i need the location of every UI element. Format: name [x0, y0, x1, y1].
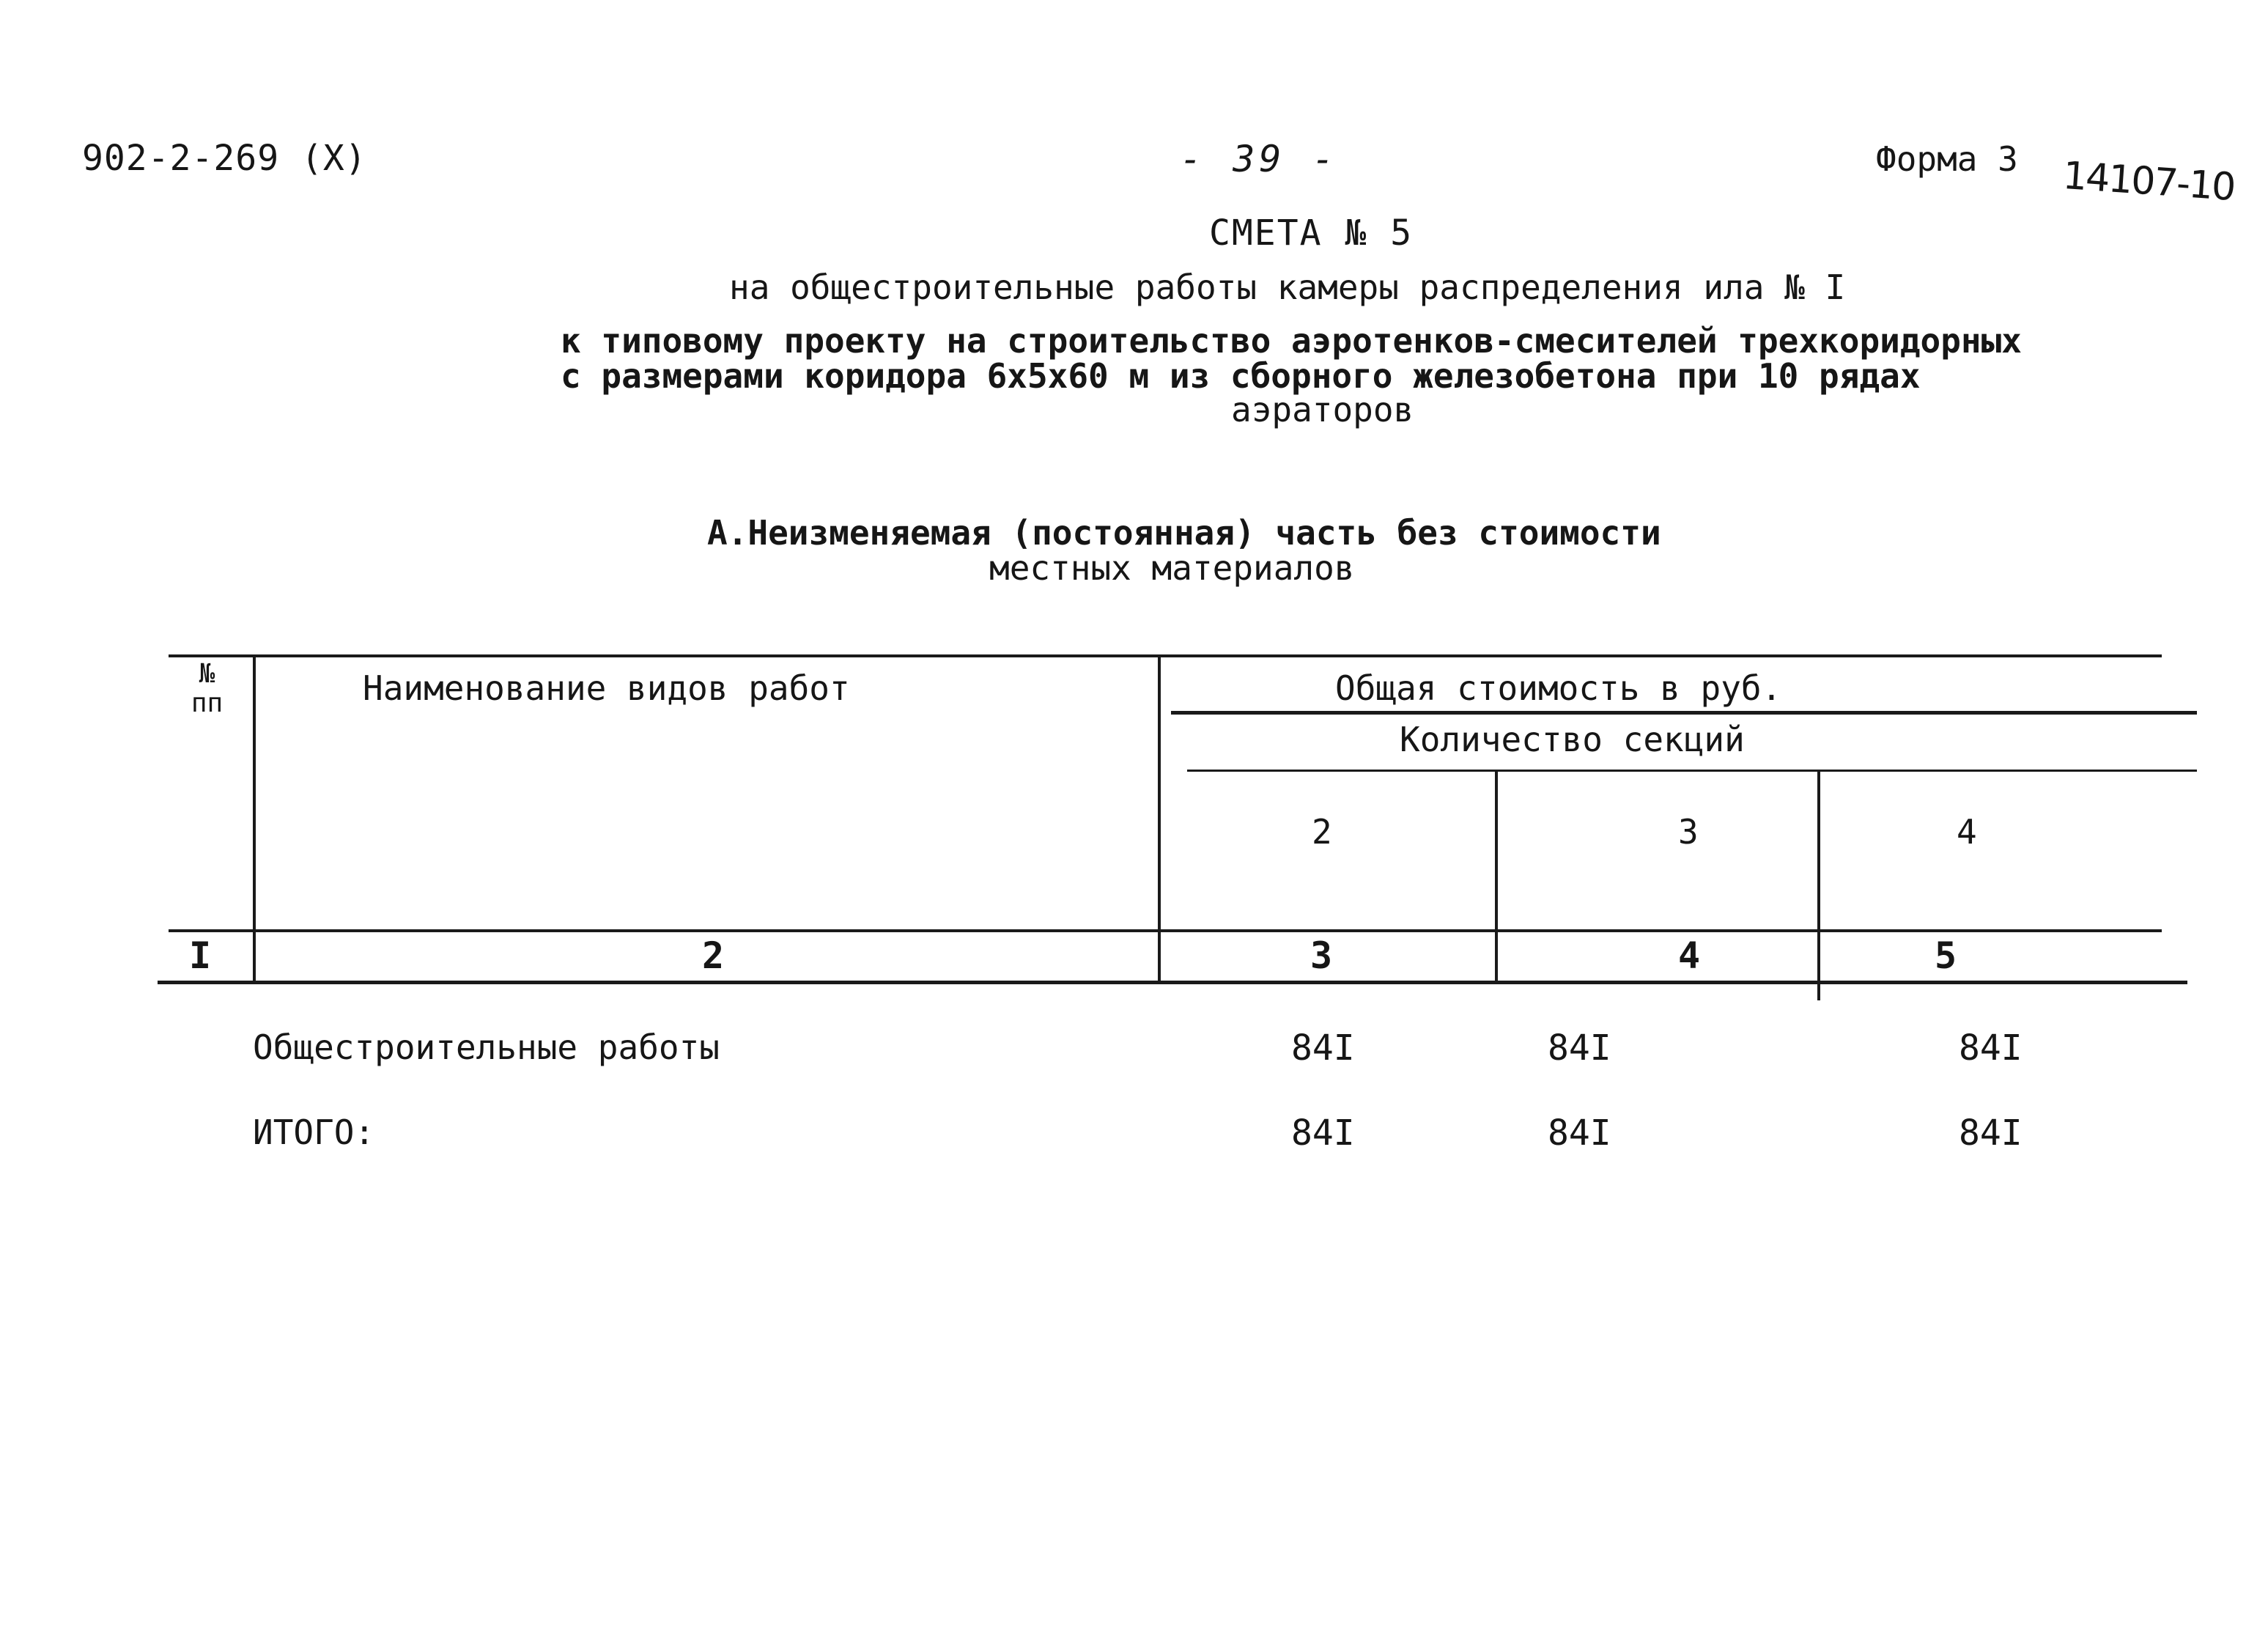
header-row-number-line-1: №: [199, 659, 215, 689]
header-total-cost: Общая стоимость в руб.: [1335, 668, 1782, 708]
index-row-top-rule: [169, 929, 2162, 932]
column-index: 4: [1678, 934, 1701, 977]
total-cell-value: 84I: [1548, 1113, 1611, 1154]
index-row-bottom-rule: [158, 981, 2187, 984]
col-divider-3: [1495, 770, 1498, 984]
estimate-subtitle-line-3: с размерами коридора 6х5х60 м из сборного железобетона при 10 рядах: [561, 356, 1921, 396]
handwritten-note: 14107-10: [2061, 153, 2236, 210]
form-label: Форма 3: [1876, 139, 2018, 179]
sections-rule: [1187, 770, 2197, 772]
table-cell-value: 84I: [1548, 1028, 1611, 1069]
header-section-2: 2: [1312, 812, 1332, 852]
col-divider-4: [1817, 770, 1820, 1000]
col-divider-1: [253, 654, 256, 984]
total-row-label: ИТОГО:: [253, 1113, 375, 1152]
header-section-3: 3: [1678, 812, 1699, 852]
header-row-number: [172, 660, 242, 718]
column-index: I: [189, 934, 212, 977]
column-index: 3: [1310, 934, 1333, 977]
estimate-title: СМЕТА № 5: [1209, 213, 1414, 254]
header-sections-count: Количество секций: [1400, 720, 1745, 759]
estimate-subtitle-line-1: на общестроительные работы камеры распределения ила № I: [729, 268, 1846, 307]
table-cell-value: 84I: [1959, 1028, 2023, 1069]
column-index: 5: [1935, 934, 1957, 977]
total-cell-value: 84I: [1291, 1113, 1355, 1154]
header-section-4: 4: [1957, 812, 1977, 852]
page-number: - 39 -: [1180, 138, 1339, 180]
table-cell-value: 84I: [1291, 1028, 1355, 1069]
header-row-number-line-2: пп: [191, 688, 224, 718]
estimate-subtitle-line-2: к типовому проекту на строительство аэротенков-смесителей трехкоридорных: [561, 321, 2022, 361]
header-work-name: Наименование видов работ: [363, 668, 850, 708]
total-cell-value: 84I: [1959, 1113, 2023, 1154]
column-index: 2: [702, 934, 725, 977]
section-heading-line-2: местных материалов: [989, 548, 1355, 588]
total-cost-rule: [1171, 711, 2197, 715]
table-top-rule: [169, 654, 2162, 657]
col-divider-2: [1158, 654, 1161, 984]
section-heading-line-1: А.Неизменяемая (постоянная) часть без стоимости: [707, 513, 1661, 553]
estimate-subtitle-line-4: аэраторов: [1231, 390, 1414, 429]
table-row-label: Общестроительные работы: [253, 1028, 720, 1067]
document-code: 902-2-269 (X): [82, 138, 367, 179]
